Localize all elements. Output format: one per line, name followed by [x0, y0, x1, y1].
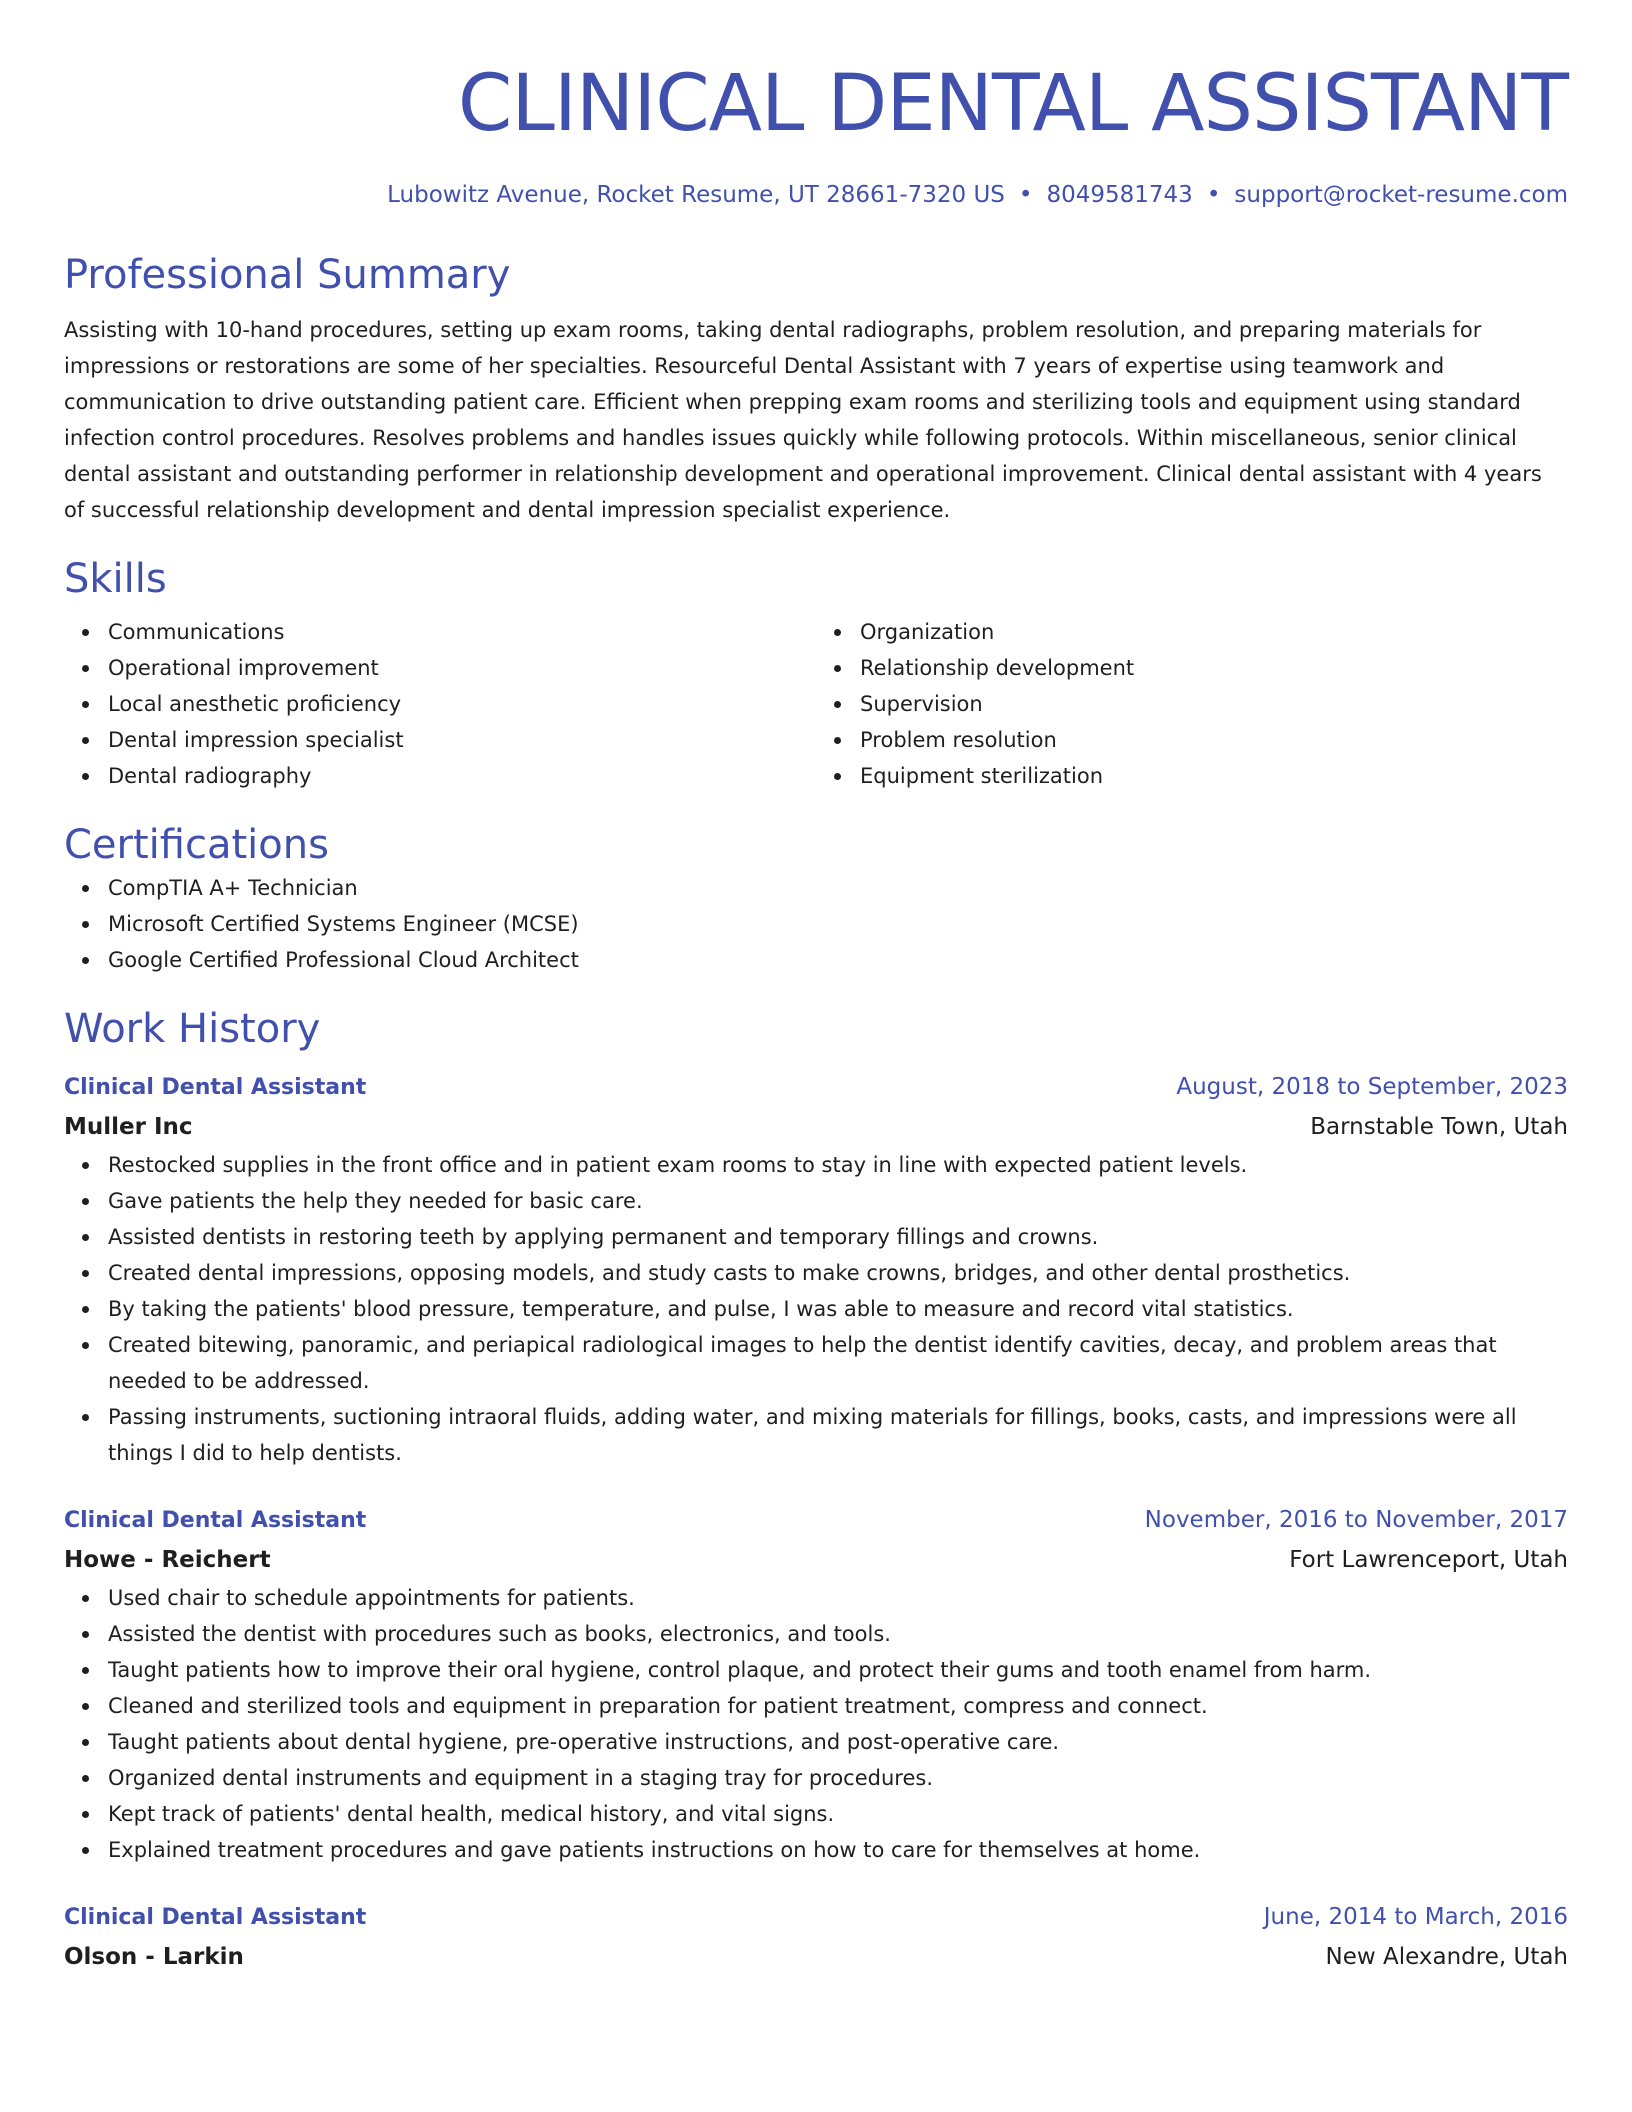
job-duty: Taught patients how to improve their oral hygiene, control plaque, and protect their gums and tooth enamel from harm.: [108, 1652, 1568, 1688]
summary-heading: Professional Summary: [64, 252, 511, 298]
work-history-heading: Work History: [64, 1006, 321, 1052]
job-duty: Explained treatment procedures and gave patients instructions on how to care for themselves at home.: [108, 1832, 1568, 1868]
job-employer: Muller Inc: [64, 1114, 193, 1140]
job-employer: Olson - Larkin: [64, 1944, 244, 1970]
job-duty: Restocked supplies in the front office and in patient exam rooms to stay in line with expected patient levels.: [108, 1147, 1568, 1183]
skills-list-right: [816, 614, 1568, 794]
job-employer-row: [64, 1937, 1568, 1977]
contact-separator: •: [1206, 182, 1221, 208]
contact-email: support@rocket-resume.com: [1234, 182, 1568, 208]
job-employer-row: [64, 1107, 1568, 1147]
job-title-row: [64, 1501, 1568, 1540]
job-duties-list: [64, 1147, 1568, 1471]
job-duty: Organized dental instruments and equipment in a staging tray for procedures.: [108, 1760, 1568, 1796]
job-title: Clinical Dental Assistant: [64, 1075, 367, 1100]
certifications-heading: Certifications: [64, 822, 329, 868]
skill-item: Supervision: [860, 686, 1568, 722]
job-employer: Howe - Reichert: [64, 1547, 271, 1573]
skill-item: Problem resolution: [860, 722, 1568, 758]
skill-item: Dental radiography: [108, 758, 816, 794]
job-entry: [64, 1068, 1568, 1471]
skills-columns: [64, 614, 1568, 794]
job-duty: By taking the patients' blood pressure, temperature, and pulse, I was able to measure and record vital statistics.: [108, 1291, 1568, 1327]
job-duty: Created bitewing, panoramic, and periapical radiological images to help the dentist identify cavities, decay, and problem areas that needed to be addressed.: [108, 1327, 1568, 1399]
candidate-title: CLINICAL DENTAL ASSISTANT: [457, 59, 1568, 149]
certifications-list: [64, 870, 1568, 978]
job-duty: Assisted dentists in restoring teeth by applying permanent and temporary fillings and crowns.: [108, 1219, 1568, 1255]
job-employer-row: [64, 1540, 1568, 1580]
contact-phone: 8049581743: [1046, 182, 1193, 208]
job-title-row: [64, 1068, 1568, 1107]
summary-text: Assisting with 10-hand procedures, setting up exam rooms, taking dental radiographs, problem resolution, and preparing materials for impressions or restorations are some of her specialties. Resourceful Dental Assistant with 7 years of expertise using teamwork and communication to drive outstanding patient care. Efficient when prepping exam rooms and sterilizing tools and equipment using standard infection control procedures. Resolves problems and handles issues quickly while following protocols. Within miscellaneous, senior clinical dental assistant and outstanding performer in relationship development and operational improvement. Clinical dental assistant with 4 years of successful relationship development and dental impression specialist experience.: [64, 318, 1542, 522]
job-entry: [64, 1501, 1568, 1868]
job-duty: Kept track of patients' dental health, medical history, and vital signs.: [108, 1796, 1568, 1832]
certification-item: Google Certified Professional Cloud Architect: [108, 942, 1568, 978]
job-duty: Gave patients the help they needed for basic care.: [108, 1183, 1568, 1219]
contact-separator: •: [1018, 182, 1033, 208]
job-location: New Alexandre, Utah: [1325, 1944, 1568, 1970]
job-dates: August, 2018 to September, 2023: [1176, 1074, 1568, 1100]
job-duty: Assisted the dentist with procedures such as books, electronics, and tools.: [108, 1616, 1568, 1652]
skills-heading: Skills: [64, 556, 167, 602]
job-dates: June, 2014 to March, 2016: [1263, 1904, 1568, 1930]
job-duties-list: [64, 1580, 1568, 1868]
job-location: Barnstable Town, Utah: [1310, 1114, 1568, 1140]
skill-item: Organization: [860, 614, 1568, 650]
job-duty: Created dental impressions, opposing models, and study casts to make crowns, bridges, and other dental prosthetics.: [108, 1255, 1568, 1291]
job-entry: [64, 1898, 1568, 1977]
job-duty: Passing instruments, suctioning intraoral fluids, adding water, and mixing materials for fillings, books, casts, and impressions were all things I did to help dentists.: [108, 1399, 1568, 1471]
job-duty: Cleaned and sterilized tools and equipment in preparation for patient treatment, compress and connect.: [108, 1688, 1568, 1724]
job-duty: Used chair to schedule appointments for patients.: [108, 1580, 1568, 1616]
skill-item: Operational improvement: [108, 650, 816, 686]
job-dates: November, 2016 to November, 2017: [1144, 1507, 1568, 1533]
contact-line: [64, 180, 1568, 210]
job-title-row: [64, 1898, 1568, 1937]
skill-item: Local anesthetic proficiency: [108, 686, 816, 722]
job-duty: Taught patients about dental hygiene, pre-operative instructions, and post-operative care.: [108, 1724, 1568, 1760]
skill-item: Dental impression specialist: [108, 722, 816, 758]
job-title: Clinical Dental Assistant: [64, 1508, 367, 1533]
skill-item: Equipment sterilization: [860, 758, 1568, 794]
skill-item: Relationship development: [860, 650, 1568, 686]
job-location: Fort Lawrenceport, Utah: [1289, 1547, 1568, 1573]
certification-item: CompTIA A+ Technician: [108, 870, 1568, 906]
skill-item: Communications: [108, 614, 816, 650]
resume-header: [64, 52, 1568, 210]
certification-item: Microsoft Certified Systems Engineer (MCSE): [108, 906, 1568, 942]
skills-list-left: [64, 614, 816, 794]
job-title: Clinical Dental Assistant: [64, 1905, 367, 1930]
contact-address: Lubowitz Avenue, Rocket Resume, UT 28661-7320 US: [387, 182, 1005, 208]
